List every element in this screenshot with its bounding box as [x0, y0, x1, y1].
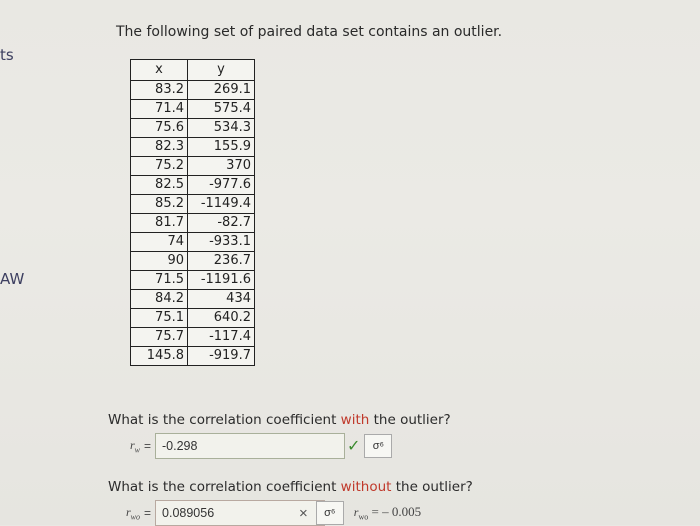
cell-x: 75.7 [131, 328, 188, 347]
cell-x: 82.5 [131, 176, 188, 195]
table-row [131, 233, 255, 252]
table-row [131, 195, 255, 214]
cell-x: 82.3 [131, 138, 188, 157]
cell-y: -82.7 [188, 214, 255, 233]
cell-y: -919.7 [188, 347, 255, 366]
r-w-label: $r_w$ [129, 437, 140, 455]
table-row [131, 119, 255, 138]
table-row [131, 81, 255, 100]
question-text-end: the outlier? [369, 412, 451, 428]
cell-y: -1191.6 [188, 271, 255, 290]
cell-y: 155.9 [188, 138, 255, 157]
handwritten-correct-answer: $r_{wo}$ = – 0.005 [353, 504, 422, 522]
cell-x: 81.7 [131, 214, 188, 233]
question-text-end: the outlier? [391, 479, 473, 495]
left-page-fragment-mid: AW [0, 270, 25, 288]
table-row [131, 157, 255, 176]
math-palette-button[interactable]: σ⁶ [364, 434, 392, 458]
table-row [131, 347, 255, 366]
table-row [131, 290, 255, 309]
r-wo-label: $r_{wo}$ [125, 504, 140, 522]
cell-y: 640.2 [188, 309, 255, 328]
cell-y: 370 [188, 157, 255, 176]
cell-y: 269.1 [188, 81, 255, 100]
cell-x: 75.1 [131, 309, 188, 328]
correct-check-icon: ✓ [347, 438, 361, 455]
data-table [130, 59, 255, 366]
question-without-outlier [108, 479, 473, 495]
table-header-row [131, 60, 255, 81]
column-header-y: y [188, 60, 255, 81]
r-wo-answer-field[interactable]: 0.089056 [155, 500, 325, 526]
table-row [131, 328, 255, 347]
question-highlight: with [340, 412, 370, 428]
table-row [131, 100, 255, 119]
table-row [131, 176, 255, 195]
question-with-outlier [108, 412, 451, 428]
answer-row-without-outlier [108, 500, 421, 526]
math-palette-button[interactable]: σ⁶ [316, 501, 344, 525]
problem-prompt: The following set of paired data set contains an outlier. [116, 24, 503, 40]
table-row [131, 252, 255, 271]
cell-y: -977.6 [188, 176, 255, 195]
cell-x: 83.2 [131, 81, 188, 100]
r-w-answer-field[interactable]: -0.298 [155, 433, 345, 459]
cell-y: 534.3 [188, 119, 255, 138]
answer-row-with-outlier [108, 433, 392, 459]
question-text: What is the correlation coefficient [108, 412, 341, 428]
table-row [131, 214, 255, 233]
table-row [131, 271, 255, 290]
cell-x: 90 [131, 252, 188, 271]
cell-y: 236.7 [188, 252, 255, 271]
left-page-fragment-top: ts [0, 46, 14, 64]
cell-x: 71.5 [131, 271, 188, 290]
question-highlight: without [340, 479, 392, 495]
cell-x: 84.2 [131, 290, 188, 309]
cell-y: -933.1 [188, 233, 255, 252]
cell-y: -117.4 [188, 328, 255, 347]
cell-x: 145.8 [131, 347, 188, 366]
question-text: What is the correlation coefficient [108, 479, 341, 495]
cell-x: 75.2 [131, 157, 188, 176]
column-header-x: x [131, 60, 188, 81]
equals-sign: = [144, 439, 152, 453]
cell-x: 71.4 [131, 100, 188, 119]
table-row [131, 309, 255, 328]
cell-y: 575.4 [188, 100, 255, 119]
cell-y: -1149.4 [188, 195, 255, 214]
cell-x: 75.6 [131, 119, 188, 138]
cell-x: 74 [131, 233, 188, 252]
cell-x: 85.2 [131, 195, 188, 214]
cell-y: 434 [188, 290, 255, 309]
table-row [131, 138, 255, 157]
equals-sign: = [144, 506, 152, 520]
incorrect-x-icon: × [299, 504, 308, 522]
